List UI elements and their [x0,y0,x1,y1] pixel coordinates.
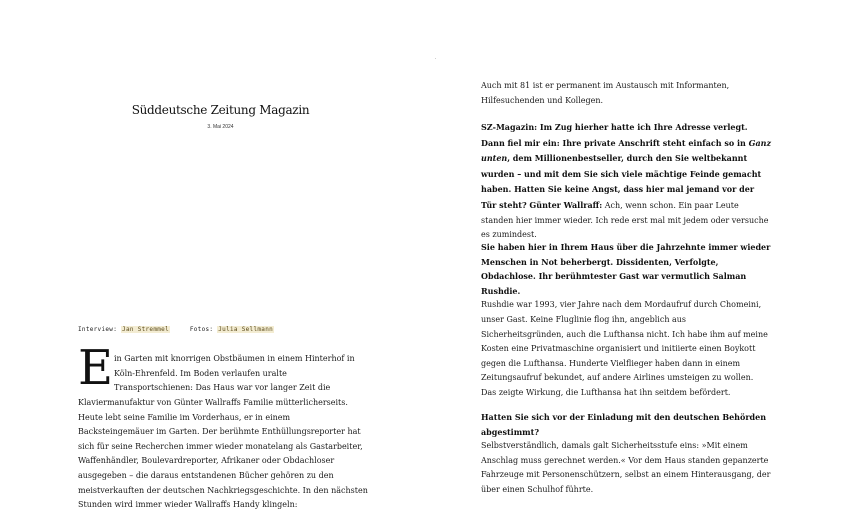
photographer-name[interactable]: Julia Sellmann [218,326,274,333]
answer-1: Ach, wenn schon. Ein paar Leute standen hier immer wieder. Ich rede erst mal mit jedem oder versuche es zumindest. [481,200,769,240]
photo-label: Fotos: [189,326,214,333]
intro-paragraph: Auch mit 81 ist er permanent im Austausch mit Informanten, Hilfesuchenden und Kollegen. [481,81,730,105]
question-2: Sie haben hier in Ihrem Haus über die Jahrzehnte immer wieder Menschen in Not beherbergt. Dissidenten, Verfolgte, Obdachlose. Ihr berühmtester Gast war vermutlich Salman Rushdie. [481,242,771,296]
qa-block-2 [481,240,771,401]
publication-date: 3. Mai 2024 [207,124,234,130]
article-credits [78,326,274,333]
drop-cap: E [78,340,114,396]
answer-2: Rushdie war 1993, vier Jahre nach dem Mordaufruf durch Chomeini, unser Gast. Keine Fluglinie flog ihn, angeblich aus Sicherheitsgründen, auch die Lufthansa nicht. Ich habe ihm auf meine Kosten eine Privatmaschine organisiert und initiierte einen Boykott gegen die Lufthansa. Hunderte Vielflieger haben dann in einem Zeitungsaufruf bekundet, auf andere Airlines umsteigen zu wollen. Das zeigte Wirkung, die Lufthansa hat ihn seitdem befördert. [481,300,768,397]
lead-paragraph: Klaviermanufaktur von Günter Wallraffs Familie mütterlicherseits. Heute lebt seine Familie im Vorderhaus, er in einem Backsteingemäuer im Garten. Der berühmte Enthüllungsreporter hat sich für seine Recherchen immer wieder monatelang als Gastarbeiter, Waffenhändler, Boulevardreporter, Afrikaner oder Obdachloser ausgegeben – die daraus entstandenen Bücher gehören zu den meistverkauften der deutschen Nachkriegsgeschichte. In den nächsten Stunden wird immer wieder Wallraffs Handy klingeln: [78,398,368,510]
publication-masthead: Süddeutsche Zeitung Magazin [131,103,310,117]
qa-block-3 [481,410,771,498]
question-1: SZ-Magazin: Im Zug hierher hatte ich Ihre Adresse verlegt. Dann fiel mir ein: Ihre private Anschrift steht einfach so in Ganz unten, dem Millionenbestseller, durch den Sie weltbekannt wurden – und mit dem Sie sich viele mächtige Feinde gemacht haben. Hatten Sie keine Angst, dass hier mal jemand vor der Tür steht? Günter Wallraff: [481,122,772,210]
interview-label: Interview: [78,326,118,333]
qa-block-1 [481,120,772,240]
answer-3: Selbstverständlich, damals galt Sicherheitsstufe eins: »Mit einem Anschlag muss gerechnet werden.« Vor dem Haus standen gepanzerte Fahrzeuge mit Personenschützern, selbst an einem Hinterausgang, der über einen Schulhof führte. [481,441,771,494]
page-gutter-mark [435,58,436,59]
question-3: Hatten Sie sich vor der Einladung mit den deutschen Behörden abgestimmt? [481,412,767,437]
interviewer-name[interactable]: Jan Stremmel [122,326,169,333]
lead-paragraph-start: in Garten mit knorrigen Obstbäumen in einem Hinterhof in Köln-Ehrenfeld. Im Boden verlaufen uralte Transportschienen: Das Haus war vor langer Zeit die [114,354,355,393]
